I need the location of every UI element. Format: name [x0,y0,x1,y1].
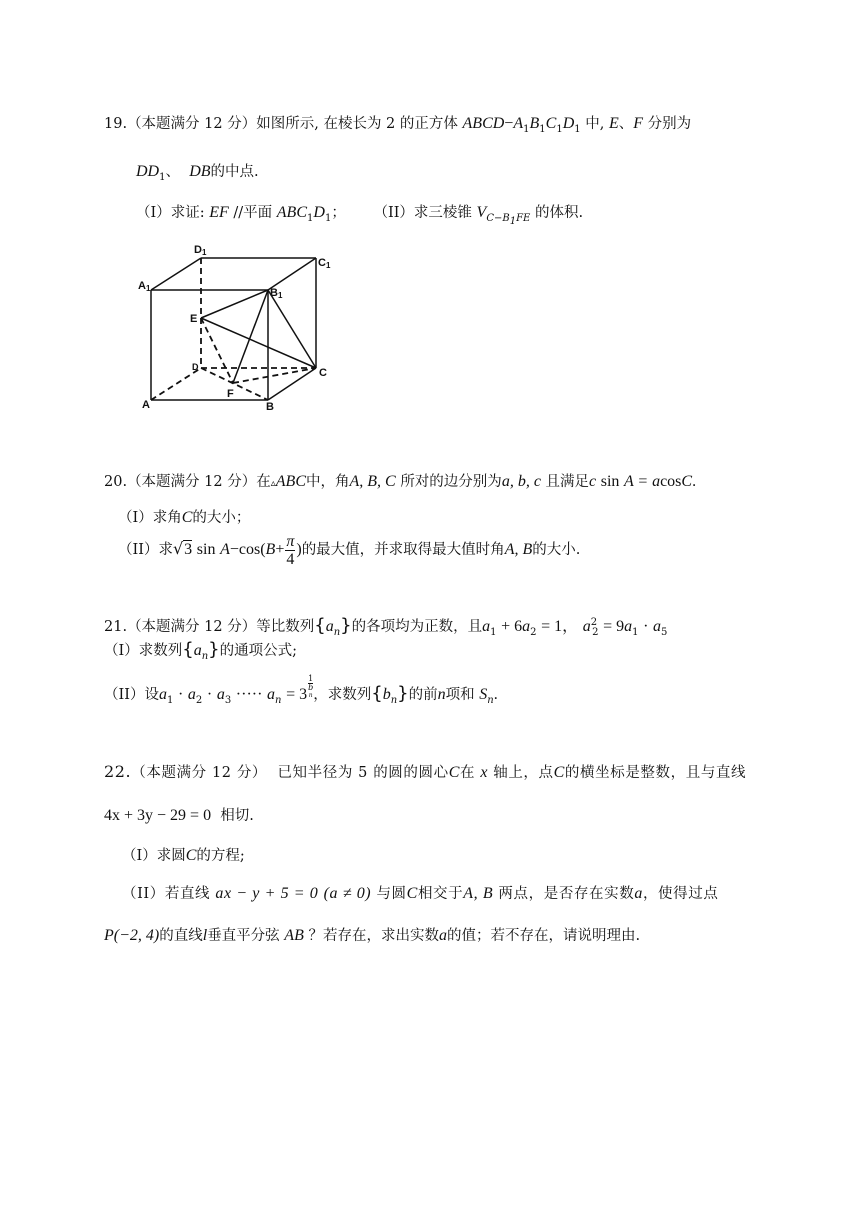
q19-sep: 、 [165,164,180,180]
q22-P: P(−2, 4) [104,927,160,944]
q19-line2 [136,162,259,182]
q20-C: C [181,509,193,526]
q22-part2 [122,884,718,904]
q21-sub: 5 [661,626,668,638]
q21-a2: a [522,618,531,635]
q19-vsub2: FE [516,212,531,224]
q21-sub: 1 [166,694,174,706]
q20-part2-text: 的最大值，并求取得最大值时角 [301,542,505,558]
q21-an: a [267,686,276,703]
q21-dot: · [643,618,649,635]
label-f: F [227,388,234,400]
q21-part2-text: 项和 [445,687,475,703]
q22-text: 两点，是否存在实数 [498,886,635,902]
q21-line1 [104,616,667,637]
q22-C: C [185,847,197,864]
q19-sub: 1 [159,171,166,183]
q22-C: C [553,764,565,781]
q22-text: ？若存在，求出实数 [308,928,439,944]
edge-a1d1 [151,258,201,290]
q21-number: 21. [104,619,128,635]
brace-left: { [182,639,194,660]
q20-sqrt3: 3 [184,541,193,558]
q21-exp-num: 1 [308,674,314,683]
q21-a3: a [216,686,225,703]
edge-b1f [233,290,268,383]
brace-left: { [371,683,383,704]
q22-part1 [122,846,245,866]
q21-part2-text: ，求数列 [313,687,372,703]
q21-sub: 2 [530,626,537,638]
q19-d: D [313,204,325,221]
q20-C: C [681,473,693,490]
q19-vsub: C−B [486,212,510,224]
q21-points: （本题满分 12 分） [127,619,257,635]
q19-semi: ； [331,205,346,221]
q22-points: （本题满分 12 分） [131,765,268,781]
q20-text: 且满足 [545,474,590,490]
label-c: C [319,367,327,379]
q21-b: b [382,686,391,703]
q21-n: n [201,650,209,662]
q22-line2-eq: ax − y + 5 = 0 [215,885,319,902]
q22-text: ，使得过点 [642,886,719,902]
edge-ef [201,318,233,383]
q19-abc: ABC [276,204,307,221]
q21-part2-label: （II）设 [104,687,159,703]
q21-sub: 1 [490,626,497,638]
q20-AB: A, B [504,541,533,558]
q21-a2: a [187,686,196,703]
sqrt-icon: √ [172,539,184,558]
q22-part1-label: （I）求圆 [122,848,186,864]
q20-cos: cos( [238,541,266,558]
q19-sep: 、 [618,116,634,132]
q19-sub: 1 [523,123,530,135]
q22-text: 轴上，点 [493,765,554,781]
q22-text: 的横坐标是整数，且与直线 [564,765,747,781]
cube-edges [151,258,316,400]
q19-db: DB [189,163,211,180]
q19-number: 19. [104,116,128,132]
label-a: A [142,399,150,411]
q21-part1-text: 的通项公式; [219,643,297,659]
brace-right: } [397,683,409,704]
q19-line1 [104,114,691,134]
q20-part2-label: （II）求 [118,542,173,558]
q19-sub: 1 [574,123,581,135]
q19-sub: 1 [556,123,563,135]
q22-part2-label: （II）若直线 [122,886,211,902]
q20-close: ) [296,541,302,558]
q19-d1: D [562,115,575,132]
q22-text: 相交于 [417,886,464,902]
q21-sup: 2 [590,617,598,629]
brace-left: { [314,615,326,636]
q19-parts [136,203,584,227]
q21-n-var: n [437,686,446,703]
q20-sides: a, b, c [501,473,541,490]
q19-sub: 1 [539,123,546,135]
q22-line2 [104,806,254,826]
q20-points: （本题满分 12 分） [127,474,257,490]
brace-right: } [340,615,352,636]
q20-part2 [118,532,580,568]
edge-b1c1 [268,258,316,290]
q19-a1: A [513,115,524,132]
q20-number: 20. [104,474,128,490]
q20-pi: π [286,532,295,550]
q22-text: 在 [459,765,476,781]
q21-exp-b: b [308,683,314,692]
q19-text: 如图所示, 在棱长为 2 的正方体 [256,116,458,132]
q21-part2-text: 的前 [408,687,438,703]
q22-a: a [438,927,447,944]
q19-b1: B [529,115,540,132]
q20-A: A [624,473,634,490]
q21-sub: 1 [632,626,639,638]
edge-bc [268,368,316,400]
q19-dd1: DD [136,163,160,180]
label-c1: C1 [318,257,331,270]
q20-line1 [104,472,696,494]
q22-text: 已知半径为 5 的圆的圆心 [277,765,449,781]
q19-minus: − [504,115,514,132]
edge-b1c [268,290,316,368]
q22-line-eq: 4x + 3y − 29 = 0 [104,807,212,824]
q19-text: 分别为 [647,116,692,132]
q21-n: n [333,626,341,638]
q22-text: 相切. [220,808,254,824]
q20-text: 在 [256,474,271,490]
q22-text: 的直线 [159,928,203,944]
q21-part1 [104,640,297,661]
q22-C: C [406,885,418,902]
q19-text: 中, [585,116,605,132]
edge-ad [151,368,201,400]
exp-frac [308,675,313,700]
q19-part2-label: （II）求三棱锥 [373,205,472,221]
q19-v: V [476,204,487,221]
q22-text: 的值；若不存在，请说明理由. [446,928,641,944]
q21-dot: · [206,686,213,703]
q19-parallel: //平面 [233,205,273,221]
q19-cube-name: ABCD [462,115,505,132]
q21-n: n [390,694,398,706]
q20-part2-text-end: 的大小. [532,542,581,558]
label-d: D [192,362,199,372]
q20-angles: A, B, C [349,473,396,490]
q20-sin: sin [196,541,216,558]
label-b1: B1 [270,287,283,300]
q20-minus: − [229,541,239,558]
q20-A: A [220,541,230,558]
q21-eq3: = 3 [286,686,308,703]
q21-a: a [325,618,334,635]
q22-text: 垂直平分弦 [207,928,280,944]
label-e: E [190,313,198,325]
q21-n: n [487,694,494,706]
q20-cos: cos [660,473,682,490]
q21-text: 的各项均为正数，且 [351,619,483,635]
q21-n: n [275,694,282,706]
q22-l: l [202,927,208,944]
q21-plus6: + 6 [501,618,523,635]
edge-db [201,368,268,400]
q21-exp-n: n [308,692,313,699]
q22-C: C [448,764,460,781]
q21-eq9: = 9 [603,618,625,635]
q22-AB: A, B [463,885,494,902]
q21-eq1: = 1， [541,618,579,635]
q20-dot: . [692,473,697,490]
q20-part1-label: （I）求角 [118,510,182,526]
q21-period: . [493,686,498,703]
cube-figure [138,240,331,413]
q20-c: c [589,473,597,490]
q21-part2 [104,674,498,709]
q22-number: 22. [104,762,132,781]
label-b: B [266,401,274,413]
q22-line-last [104,926,640,946]
brace-right: } [208,639,220,660]
q19-f: F [633,115,644,132]
triangle-icon: ▵ [270,478,276,489]
q21-part1-label: （I）求数列 [104,643,183,659]
edge-ec [201,318,316,368]
q22-cond: (a ≠ 0) [323,885,372,902]
q21-a: a [193,642,202,659]
q19-sub: 1 [324,212,332,224]
q19-text: 的体积. [534,205,584,221]
q22-AB: AB [284,927,304,944]
edge-eb1 [201,290,268,318]
q22-part1-text: 的方程; [196,848,245,864]
q21-sub: 2 [592,626,599,638]
q19-points: （本题满分 12 分） [127,116,257,132]
q20-abc: ABC [275,473,306,490]
q20-text: 所对的边分别为 [400,474,502,490]
q20-four: 4 [286,550,295,568]
q19-sub: 1 [307,212,314,224]
q21-dots: ····· [235,686,263,703]
cube-labels [138,244,331,413]
q21-S: S [479,686,488,703]
q22-line1 [104,762,746,783]
q21-a1: a [482,618,491,635]
q21-text: 等比数列 [256,619,315,635]
q22-text: 与圆 [376,886,407,902]
q19-ef: EF [209,204,229,221]
q19-part1-label: （I）求证: [136,205,205,221]
q19-e: E [608,115,619,132]
q20-text: 中，角 [305,474,350,490]
q21-sub: 3 [224,694,232,706]
q19-c1: C [545,115,557,132]
pi-over-4 [285,533,295,568]
q20-B: B [265,541,276,558]
q22-a: a [634,885,643,902]
q21-a2sq: a [582,618,591,635]
q21-sub: 2 [195,694,203,706]
q20-eq: = [638,473,648,490]
q21-a1: a [158,686,167,703]
q22-x: x [480,764,489,781]
q20-sin: sin [600,473,620,490]
q21-a5: a [653,618,662,635]
q20-part1 [118,508,250,528]
label-d1: D1 [194,244,207,257]
q19-text: 的中点. [210,164,259,180]
label-a1: A1 [138,280,151,293]
q19-sub: 1 [509,215,517,227]
q21-dot: · [177,686,184,703]
q20-part1-text: 的大小； [192,510,251,526]
q21-a1b: a [624,618,633,635]
q20-plus: + [275,541,285,558]
q20-a: a [652,473,661,490]
